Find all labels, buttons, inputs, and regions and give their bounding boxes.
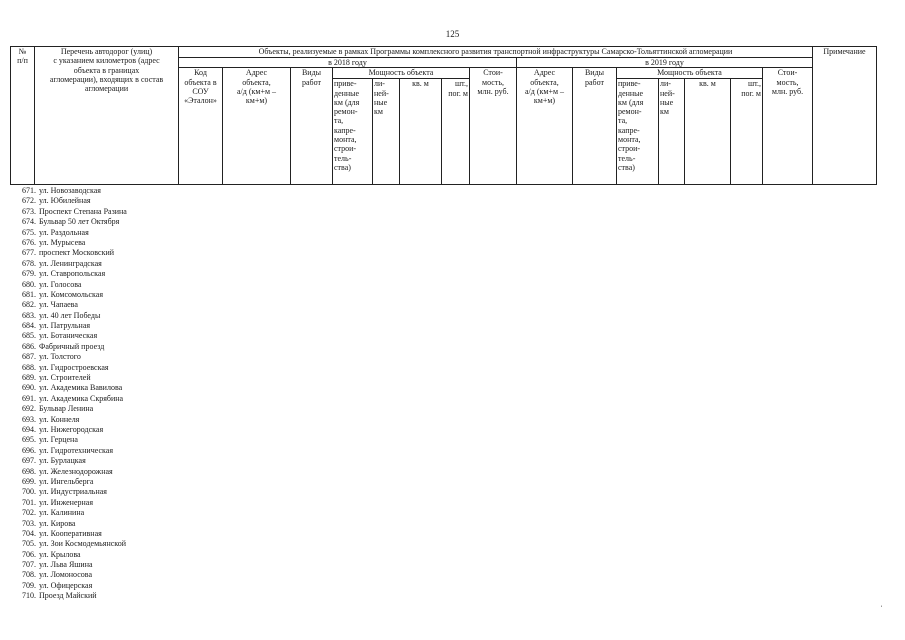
list-item [10, 456, 127, 466]
row-number: 700. [22, 487, 36, 497]
row-number: 710. [22, 591, 36, 601]
row-number: 682. [22, 300, 36, 310]
row-number: 675. [22, 227, 36, 237]
street-name: ул. Чапаева [39, 300, 78, 310]
list-item [10, 311, 127, 321]
row-number: 698. [22, 466, 36, 476]
column-objects-header: Объекты, реализуемые в рамках Программы комплексного развития транспортной инфраструктуры Самарско-Тольяттинской агломерации [179, 47, 813, 58]
list-item [10, 591, 127, 601]
street-name: ул. Коннеля [39, 414, 80, 424]
street-name: ул. Новозаводская [39, 186, 101, 195]
street-name: ул. Калинина [39, 508, 85, 518]
list-item [10, 529, 127, 539]
street-name: ул. Зои Космодемьянской [39, 539, 127, 549]
list-item [10, 581, 127, 591]
list-item [10, 394, 127, 404]
row-number: 696. [22, 445, 36, 455]
list-item [10, 290, 127, 300]
list-item [10, 228, 127, 238]
list-item [10, 238, 127, 248]
list-item [10, 570, 127, 580]
street-name: Проезд Майский [39, 591, 97, 601]
row-number: 684. [22, 321, 36, 331]
list-item [10, 446, 127, 456]
list-item [10, 248, 127, 258]
row-number: 677. [22, 248, 36, 258]
capacity-header-2018: Мощность объекта [333, 68, 470, 79]
cost-header-2018: Стои- мость, млн. руб. [470, 68, 517, 185]
scan-mark: ˈ [880, 604, 883, 614]
street-name: ул. Строителей [39, 373, 91, 383]
linear-km-header-2019: ли- ней- ные км [659, 79, 685, 185]
list-item [10, 498, 127, 508]
street-name: ул. Академика Скрябина [39, 393, 124, 403]
list-item [10, 415, 127, 425]
row-number: 695. [22, 435, 36, 445]
street-name: ул. Комсомольская [39, 289, 104, 299]
column-note-header: Примечание [813, 47, 877, 185]
address-header-2019: Адрес объекта, а/д (км+м – км+м) [517, 68, 573, 185]
list-item [10, 259, 127, 269]
row-number: 699. [22, 476, 36, 486]
row-number: 706. [22, 549, 36, 559]
year-2019-header: в 2019 году [517, 58, 813, 68]
street-name: Бульвар 50 лет Октября [39, 217, 120, 227]
row-number: 702. [22, 508, 36, 518]
square-m-header-2019: кв. м [685, 79, 731, 185]
row-number: 676. [22, 237, 36, 247]
list-item [10, 207, 127, 217]
year-2018-header: в 2018 году [179, 58, 517, 68]
list-item [10, 331, 127, 341]
street-name: ул. Железнодорожная [39, 466, 113, 476]
street-name: ул. Крылова [39, 549, 81, 559]
linear-km-header-2018: ли- ней- ные км [373, 79, 400, 185]
list-item [10, 404, 127, 414]
street-name: ул. Индустриальная [39, 487, 107, 497]
list-item [10, 435, 127, 445]
reduced-km-header-2018: приве- денные км (для ремон- та, капре- монта, строи- тель- ства) [333, 79, 373, 185]
row-number: 686. [22, 341, 36, 351]
list-item [10, 539, 127, 549]
row-number: 708. [22, 570, 36, 580]
list-item [10, 560, 127, 570]
row-number: 693. [22, 414, 36, 424]
street-name: ул. Ставропольская [39, 269, 106, 279]
row-number: 707. [22, 560, 36, 570]
linear-m-header-2018: шт., пог. м [442, 79, 470, 185]
list-item [10, 196, 127, 206]
street-name: Проспект Степана Разина [39, 206, 127, 216]
row-number: 674. [22, 217, 36, 227]
row-number: 685. [22, 331, 36, 341]
capacity-header-2019: Мощность объекта [617, 68, 763, 79]
list-item [10, 217, 127, 227]
road-list [10, 186, 127, 602]
street-name: ул. Ботаническая [39, 331, 98, 341]
row-number: 679. [22, 269, 36, 279]
street-name: ул. Кооперативная [39, 528, 102, 538]
row-number: 671. [22, 186, 36, 195]
column-number-header: № п/п [11, 47, 35, 185]
street-name: ул. Бурлацкая [39, 456, 86, 466]
row-number: 701. [22, 497, 36, 507]
work-types-header-2018: Виды работ [291, 68, 333, 185]
street-name: проспект Московский [39, 248, 115, 258]
row-number: 672. [22, 196, 36, 206]
list-item [10, 519, 127, 529]
row-number: 691. [22, 393, 36, 403]
row-number: 704. [22, 528, 36, 538]
header-table [10, 46, 877, 185]
street-name: Фабричный проезд [39, 341, 105, 351]
row-number: 703. [22, 518, 36, 528]
square-m-header-2018: кв. м [400, 79, 442, 185]
list-item [10, 342, 127, 352]
street-name: ул. Ингельберга [39, 476, 94, 486]
street-name: ул. Офицерская [39, 580, 93, 590]
street-name: ул. Раздольная [39, 227, 89, 237]
row-number: 697. [22, 456, 36, 466]
list-item [10, 550, 127, 560]
work-types-header-2019: Виды работ [573, 68, 617, 185]
list-item [10, 321, 127, 331]
list-item [10, 383, 127, 393]
street-name: ул. Ленинградская [39, 258, 102, 268]
row-number: 709. [22, 580, 36, 590]
list-item [10, 487, 127, 497]
street-name: ул. Толстого [39, 352, 81, 362]
row-number: 678. [22, 258, 36, 268]
list-item [10, 425, 127, 435]
list-item [10, 373, 127, 383]
street-name: ул. Нижегородская [39, 424, 104, 434]
column-road-list-header: Перечень автодорог (улиц) с указанием километров (адрес объекта в границах агломерации), входящих в состав агломерации [35, 47, 179, 185]
linear-m-header-2019: шт., пог. м [731, 79, 763, 185]
row-number: 690. [22, 383, 36, 393]
street-name: ул. Патрульная [39, 321, 91, 331]
street-name: ул. Мурысева [39, 237, 86, 247]
row-number: 687. [22, 352, 36, 362]
page-number: 125 [445, 29, 460, 39]
street-name: ул. 40 лет Победы [39, 310, 101, 320]
street-name: ул. Академика Вавилова [39, 383, 123, 393]
list-item [10, 477, 127, 487]
row-number: 694. [22, 424, 36, 434]
address-header-2018: Адрес объекта, а/д (км+м – км+м) [223, 68, 291, 185]
row-number: 683. [22, 310, 36, 320]
list-item [10, 269, 127, 279]
reduced-km-header-2019: приве- денные км (для ремон- та, капре- монта, строи- тель- ства) [617, 79, 659, 185]
street-name: Бульвар Ленина [39, 404, 94, 414]
list-item [10, 467, 127, 477]
street-name: ул. Ломоносова [39, 570, 93, 580]
street-name: ул. Инженерная [39, 497, 94, 507]
street-name: ул. Голосова [39, 279, 82, 289]
code-header-2018: Код объекта в СОУ «Эталон» [179, 68, 223, 185]
row-number: 705. [22, 539, 36, 549]
list-item [10, 508, 127, 518]
row-number: 688. [22, 362, 36, 372]
street-name: ул. Кирова [39, 518, 76, 528]
list-item [10, 280, 127, 290]
row-number: 680. [22, 279, 36, 289]
cost-header-2019: Стои- мость, млн. руб. [763, 68, 813, 185]
row-number: 692. [22, 404, 36, 414]
list-item [10, 363, 127, 373]
street-name: ул. Льва Яшина [39, 560, 93, 570]
street-name: ул. Юбилейная [39, 196, 91, 206]
list-item [10, 352, 127, 362]
row-number: 689. [22, 373, 36, 383]
street-name: ул. Гидротехническая [39, 445, 114, 455]
row-number: 681. [22, 289, 36, 299]
street-name: ул. Гидростроевская [39, 362, 109, 372]
street-name: ул. Герцена [39, 435, 78, 445]
list-item [10, 300, 127, 310]
list-item [10, 186, 127, 196]
row-number: 673. [22, 206, 36, 216]
